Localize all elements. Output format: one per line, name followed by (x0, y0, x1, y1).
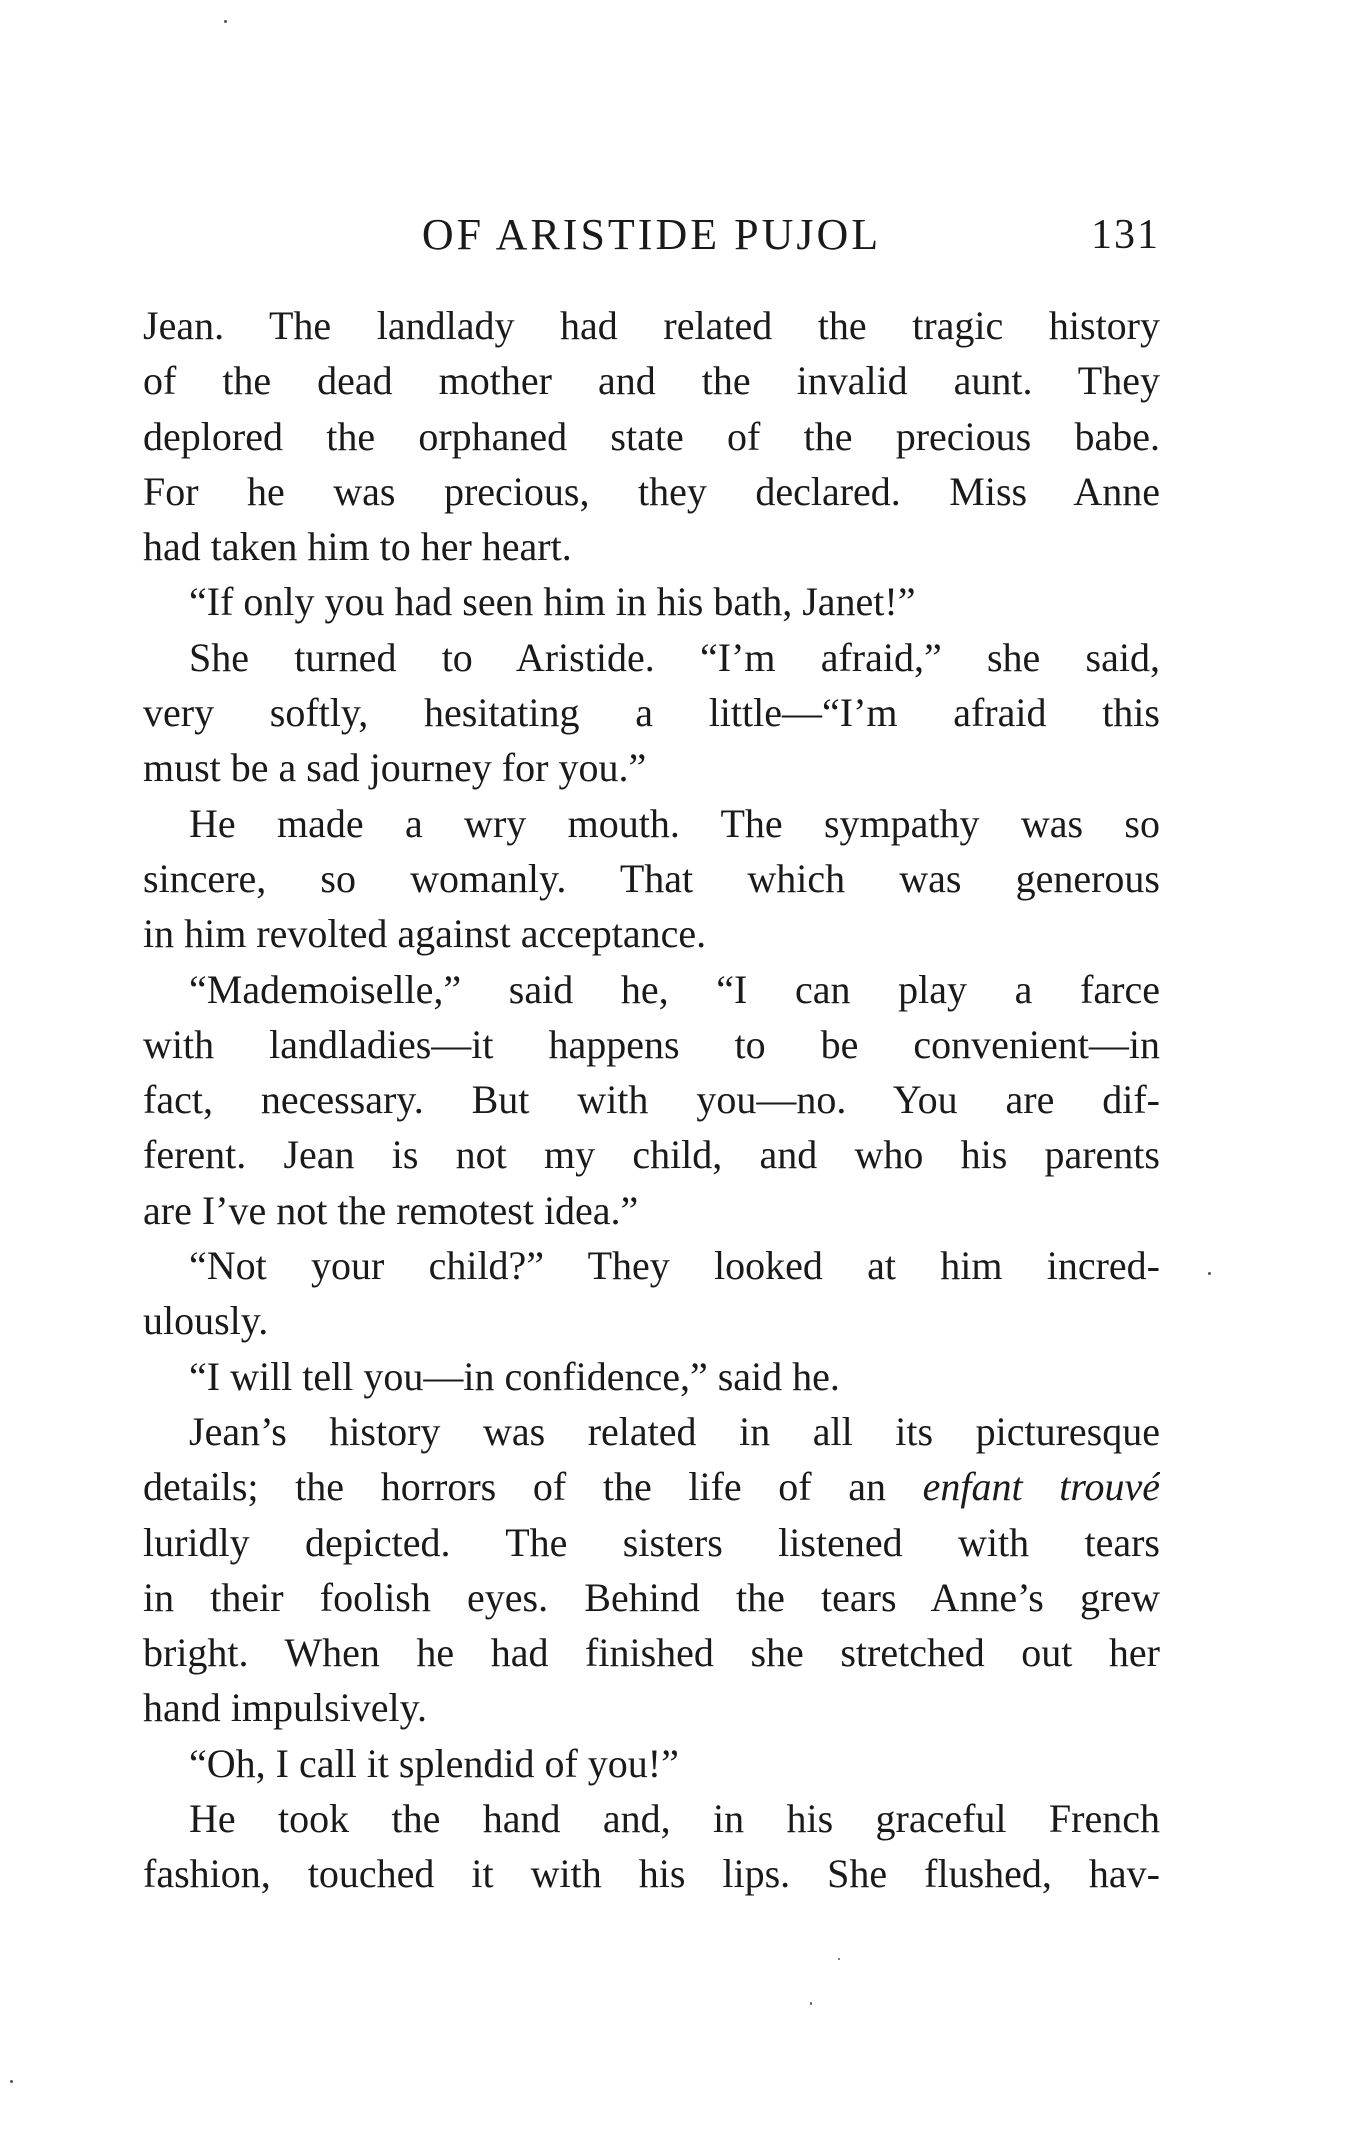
text-line: Jean’s history was related in all its picturesque (189, 1408, 1160, 1454)
paper-speck (10, 2080, 13, 2083)
italic-phrase: enfant trouvé (922, 1464, 1160, 1510)
text-line: “I will tell you—in confidence,” said he. (189, 1353, 840, 1399)
page-number: 131 (1091, 212, 1160, 258)
text-line: fashion, touched it with his lips. She flushed, hav- (143, 1851, 1160, 1897)
text-line (143, 1459, 1160, 1514)
text-line: sincere, so womanly. That which was generous (143, 855, 1160, 901)
text-line: He made a wry mouth. The sympathy was so (189, 800, 1160, 846)
text-line: She turned to Aristide. “I’m afraid,” she said, (189, 634, 1160, 680)
text-segment: details; the horrors of the life of an (143, 1464, 923, 1510)
text-line: hand impulsively. (143, 1685, 428, 1731)
text-line: in their foolish eyes. Behind the tears Anne’s grew (143, 1574, 1160, 1620)
text-line: “Oh, I call it splendid of you!” (189, 1740, 679, 1786)
paper-speck (224, 20, 227, 23)
text-line: very softly, hesitating a little—“I’m afraid this (143, 690, 1160, 736)
paper-speck (838, 1958, 840, 1960)
text-line: Jean. The landlady had related the tragic history (143, 303, 1160, 348)
text-line: For he was precious, they declared. Miss Anne (143, 468, 1160, 514)
text-line: luridly depicted. The sisters listened with tears (143, 1519, 1160, 1565)
running-head (143, 205, 1160, 265)
text-line: had taken him to her heart. (143, 524, 572, 570)
text-line: are I’ve not the remotest idea.” (143, 1187, 639, 1233)
text-line: “Mademoiselle,” said he, “I can play a farce (189, 966, 1160, 1012)
running-title: OF ARISTIDE PUJOL (421, 210, 882, 259)
text-line: must be a sad journey for you.” (143, 745, 647, 791)
text-line: ferent. Jean is not my child, and who his parents (143, 1132, 1160, 1178)
text-line: ulously. (143, 1298, 269, 1344)
text-line: in him revolted against acceptance. (143, 911, 707, 957)
text-line: He took the hand and, in his graceful French (189, 1796, 1160, 1842)
text-line: of the dead mother and the invalid aunt. They (143, 358, 1160, 404)
paper-speck (1208, 1272, 1211, 1275)
text-line: “If only you had seen him in his bath, Janet!” (189, 579, 916, 625)
text-line: “Not your child?” They looked at him incred- (189, 1243, 1160, 1289)
text-line: bright. When he had finished she stretched out her (143, 1630, 1160, 1676)
text-line: with landladies—it happens to be convenient—in (143, 1021, 1160, 1067)
body-text (143, 298, 1160, 1902)
text-line: deplored the orphaned state of the precious babe. (143, 413, 1160, 459)
paper-speck (810, 2002, 812, 2005)
text-line: fact, necessary. But with you—no. You are dif- (143, 1077, 1160, 1123)
